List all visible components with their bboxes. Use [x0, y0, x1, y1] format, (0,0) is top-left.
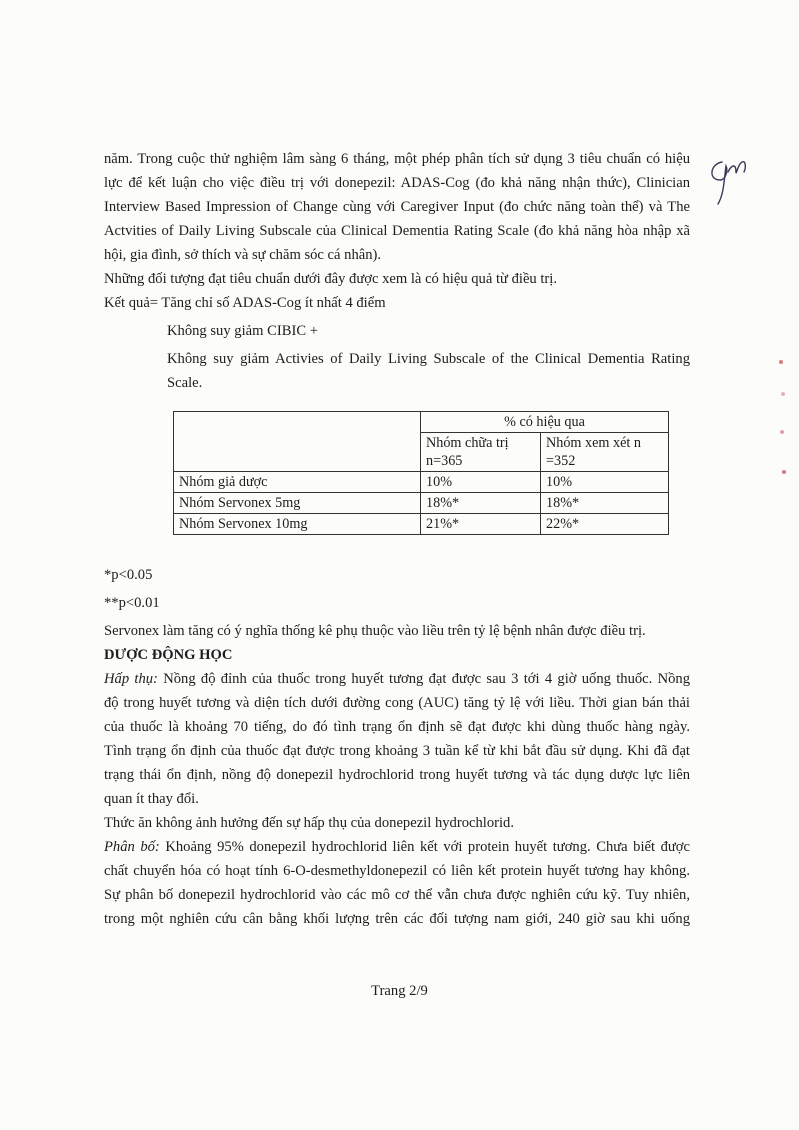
intro-line: Actvities of Daily Living Subscale của Clinical Dementia Rating Scale (đo khả năng hòa nhập xã: [104, 223, 690, 239]
distribution-text: Khoảng 95% donepezil hydrochlorid liên kết với protein huyết tương. Chưa biết được: [159, 839, 690, 855]
criterion-adl: Không suy giảm Activies of Daily Living Subscale of the Clinical Dementia Rating: [167, 351, 690, 367]
footnote-p001: **p<0.01: [104, 595, 160, 611]
efficacy-table: [173, 411, 669, 535]
absorption-line: trạng thái ổn định, nồng độ donepezil hydrochlorid trong huyết tương và tác dụng dược lực liên: [104, 767, 690, 783]
distribution-line: [104, 835, 690, 859]
results-section: [104, 563, 690, 931]
table-row: [174, 514, 669, 535]
table-cell-group: Nhóm Servonex 10mg: [174, 514, 421, 535]
handwritten-initials-icon: [702, 150, 752, 210]
table-cell-group: Nhóm Servonex 5mg: [174, 493, 421, 514]
table-cell-reviewed: 22%*: [541, 514, 669, 535]
footnote-p005: *p<0.05: [104, 567, 153, 583]
absorption-label: Hấp thụ:: [104, 671, 158, 687]
absorption-line: của thuốc là khoảng 70 tiếng, do đó tình trạng ổn định sẽ đạt được khi dùng thuốc hàng ngày.: [104, 719, 690, 735]
margin-mark: [781, 392, 785, 396]
absorption-line: Tình trạng ổn định của thuốc đạt được trong khoảng 3 tuần kể từ khi bắt đầu sử dụng. Khi đã đạt: [104, 743, 690, 759]
table-cell-treated: 18%*: [421, 493, 541, 514]
pk-heading: DƯỢC ĐỘNG HỌC: [104, 647, 233, 663]
absorption-line: [104, 667, 690, 691]
table-header-row: [174, 412, 669, 433]
table-cell-reviewed: 10%: [541, 472, 669, 493]
distribution-line: chất chuyển hóa có hoạt tính 6-O-desmethyldonepezil có liên kết protein huyết tương hay không.: [104, 863, 690, 879]
table-header-treated: Nhóm chữa trị n=365: [421, 433, 541, 472]
intro-line: Interview Based Impression of Change cùng với Caregiver Input (đo chức năng toàn thể) và The: [104, 199, 690, 215]
criterion-adl-cont: Scale.: [167, 375, 203, 391]
table-header-pct: % có hiệu qua: [421, 412, 669, 433]
absorption-text: Nồng độ đỉnh của thuốc trong huyết tương đạt được sau 3 tới 4 giờ uống thuốc. Nồng: [157, 671, 690, 687]
result-line: Kết quả= Tăng chỉ số ADAS-Cog ít nhất 4 điểm: [104, 295, 386, 311]
absorption-line: quan ít thay đổi.: [104, 791, 199, 807]
distribution-label: Phân bố:: [104, 839, 160, 855]
intro-line: năm. Trong cuộc thử nghiệm lâm sàng 6 tháng, một phép phân tích sử dụng 3 tiêu chuẩn có hiệu: [104, 151, 690, 167]
conclusion: Servonex làm tăng có ý nghĩa thống kê phụ thuộc vào liều trên tỷ lệ bệnh nhân được điều trị.: [104, 623, 646, 639]
criteria-intro: Những đối tượng đạt tiêu chuẩn dưới đây được xem là có hiệu quả từ điều trị.: [104, 271, 557, 287]
table-row: [174, 472, 669, 493]
criterion-cibic: Không suy giảm CIBIC +: [167, 323, 318, 339]
page-number: Trang 2/9: [371, 983, 428, 999]
table-row: [174, 493, 669, 514]
margin-mark: [782, 470, 786, 474]
margin-mark: [780, 430, 784, 434]
table-cell-reviewed: 18%*: [541, 493, 669, 514]
distribution-line: Sự phân bố donepezil hydrochlorid vào các mô cơ thể vẫn chưa được nghiên cứu kỹ. Tuy nhiên,: [104, 887, 690, 903]
table-header-reviewed: Nhóm xem xét n =352: [541, 433, 669, 472]
intro-line: lực để kết luận cho việc điều trị với donepezil: ADAS-Cog (đo khả năng nhận thức), Clinician: [104, 175, 690, 191]
table-cell-treated: 21%*: [421, 514, 541, 535]
table-cell-group: Nhóm giả dược: [174, 472, 421, 493]
margin-mark: [779, 360, 783, 364]
absorption-line: độ trong huyết tương và diện tích dưới đường cong (AUC) tăng tỷ lệ với liều. Thời gian bán thải: [104, 695, 690, 711]
food-note: Thức ăn không ảnh hưởng đến sự hấp thụ của donepezil hydrochlorid.: [104, 815, 514, 831]
table-corner-cell: [174, 412, 421, 472]
intro-line: hội, gia đình, sở thích và sự chăm sóc cá nhân).: [104, 247, 382, 263]
intro-section: [104, 147, 690, 395]
distribution-line: trong một nghiên cứu cân bằng khối lượng trên các đối tượng nam giới, 240 giờ sau khi uống: [104, 911, 690, 927]
table-cell-treated: 10%: [421, 472, 541, 493]
